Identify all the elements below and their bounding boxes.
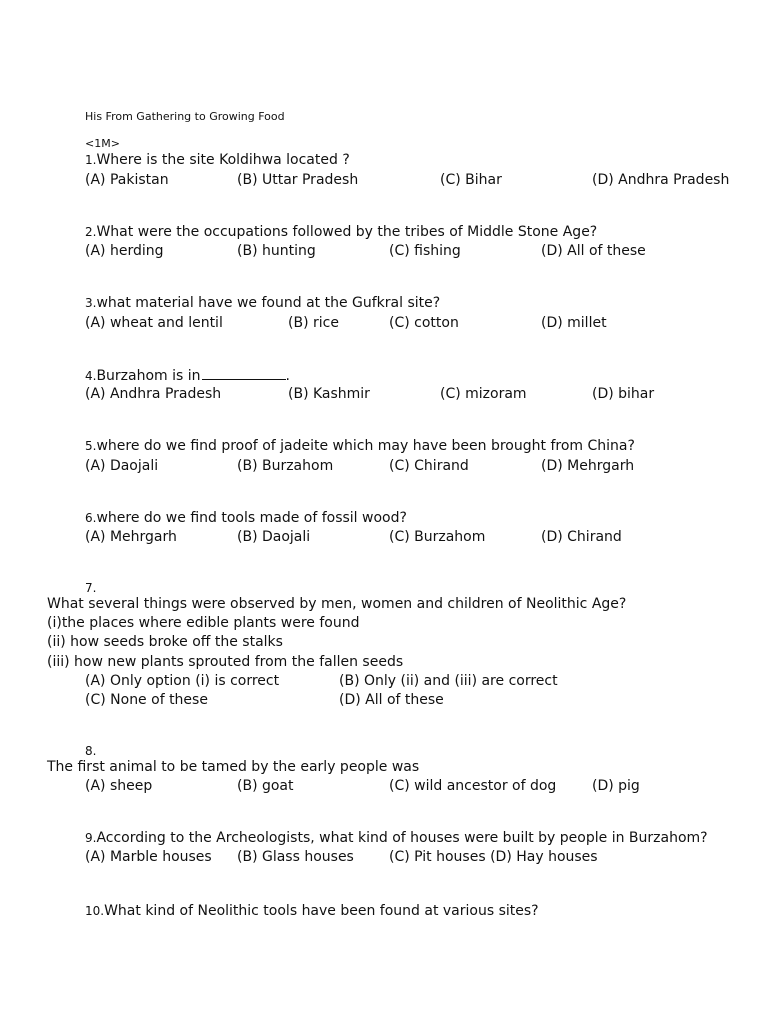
question-number: 10. bbox=[85, 904, 105, 918]
question-number: 9. bbox=[85, 831, 97, 845]
option-d: (D) Chirand bbox=[541, 529, 622, 545]
option-c: (C) Pit houses (D) Hay houses bbox=[389, 849, 598, 865]
option-a: (A) wheat and lentil bbox=[85, 315, 223, 331]
question-number: 4. bbox=[85, 369, 97, 383]
question-2 bbox=[85, 224, 597, 240]
question-text: What were the occupations followed by the tribes of Middle Stone Age? bbox=[96, 224, 598, 240]
statement-iii: (iii) how new plants sprouted from the fallen seeds bbox=[47, 654, 404, 670]
option-b: (B) hunting bbox=[237, 243, 316, 259]
question-number: 6. bbox=[85, 511, 97, 525]
question-text: where do we find proof of jadeite which may have been brought from China? bbox=[96, 438, 635, 454]
option-d: (D) All of these bbox=[541, 243, 646, 259]
option-c: (C) Bihar bbox=[440, 172, 502, 188]
question-1 bbox=[85, 152, 350, 168]
marks-label: <1M> bbox=[85, 137, 120, 150]
question-text: Burzahom is in bbox=[96, 368, 201, 384]
option-d: (D) bihar bbox=[592, 386, 655, 402]
question-text: what material have we found at the Gufkral site? bbox=[96, 295, 441, 311]
option-d: (D) pig bbox=[592, 778, 640, 794]
answer-blank bbox=[202, 367, 286, 380]
option-c: (C) wild ancestor of dog bbox=[389, 778, 557, 794]
option-b: (B) Daojali bbox=[237, 529, 311, 545]
question-number: 8. bbox=[85, 744, 97, 758]
question-7-text: What several things were observed by men, women and children of Neolithic Age? bbox=[47, 596, 627, 612]
option-b: (B) Only (ii) and (iii) are correct bbox=[339, 673, 558, 689]
statement-ii: (ii) how seeds broke off the stalks bbox=[47, 634, 283, 650]
question-number: 2. bbox=[85, 225, 97, 239]
question-5 bbox=[85, 438, 635, 454]
option-a: (A) Only option (i) is correct bbox=[85, 673, 280, 689]
option-a: (A) sheep bbox=[85, 778, 153, 794]
option-d: (D) Mehrgarh bbox=[541, 458, 635, 474]
option-a: (A) Pakistan bbox=[85, 172, 169, 188]
option-d: (D) millet bbox=[541, 315, 607, 331]
option-a: (A) Mehrgarh bbox=[85, 529, 177, 545]
option-b: (B) goat bbox=[237, 778, 294, 794]
option-c: (C) Burzahom bbox=[389, 529, 486, 545]
option-b: (B) Glass houses bbox=[237, 849, 354, 865]
question-number: 3. bbox=[85, 296, 97, 310]
question-6 bbox=[85, 510, 407, 526]
statement-i: (i)the places where edible plants were found bbox=[47, 615, 360, 631]
option-c: (C) mizoram bbox=[440, 386, 527, 402]
question-text: Where is the site Koldihwa located ? bbox=[96, 152, 350, 168]
option-a: (A) herding bbox=[85, 243, 164, 259]
option-c: (C) None of these bbox=[85, 692, 208, 708]
option-b: (B) Uttar Pradesh bbox=[237, 172, 359, 188]
option-c: (C) fishing bbox=[389, 243, 461, 259]
option-b: (B) rice bbox=[288, 315, 339, 331]
option-a: (A) Andhra Pradesh bbox=[85, 386, 222, 402]
option-c: (C) Chirand bbox=[389, 458, 469, 474]
worksheet-title: His From Gathering to Growing Food bbox=[85, 110, 285, 123]
question-text: What kind of Neolithic tools have been found at various sites? bbox=[104, 903, 539, 919]
question-text: where do we find tools made of fossil wood? bbox=[96, 510, 407, 526]
question-end: . bbox=[285, 368, 290, 384]
option-d: (D) Andhra Pradesh bbox=[592, 172, 730, 188]
option-c: (C) cotton bbox=[389, 315, 459, 331]
option-b: (B) Burzahom bbox=[237, 458, 334, 474]
question-8-text: The first animal to be tamed by the early people was bbox=[47, 759, 420, 775]
option-d: (D) All of these bbox=[339, 692, 444, 708]
option-a: (A) Daojali bbox=[85, 458, 159, 474]
question-number: 1. bbox=[85, 153, 97, 167]
question-4 bbox=[85, 367, 290, 384]
question-9 bbox=[85, 830, 708, 846]
question-3 bbox=[85, 295, 440, 311]
question-number: 5. bbox=[85, 439, 97, 453]
option-a: (A) Marble houses bbox=[85, 849, 212, 865]
question-10 bbox=[85, 903, 539, 919]
question-text: According to the Archeologists, what kind of houses were built by people in Burzahom? bbox=[96, 830, 708, 846]
option-b: (B) Kashmir bbox=[288, 386, 370, 402]
question-number: 7. bbox=[85, 581, 97, 595]
